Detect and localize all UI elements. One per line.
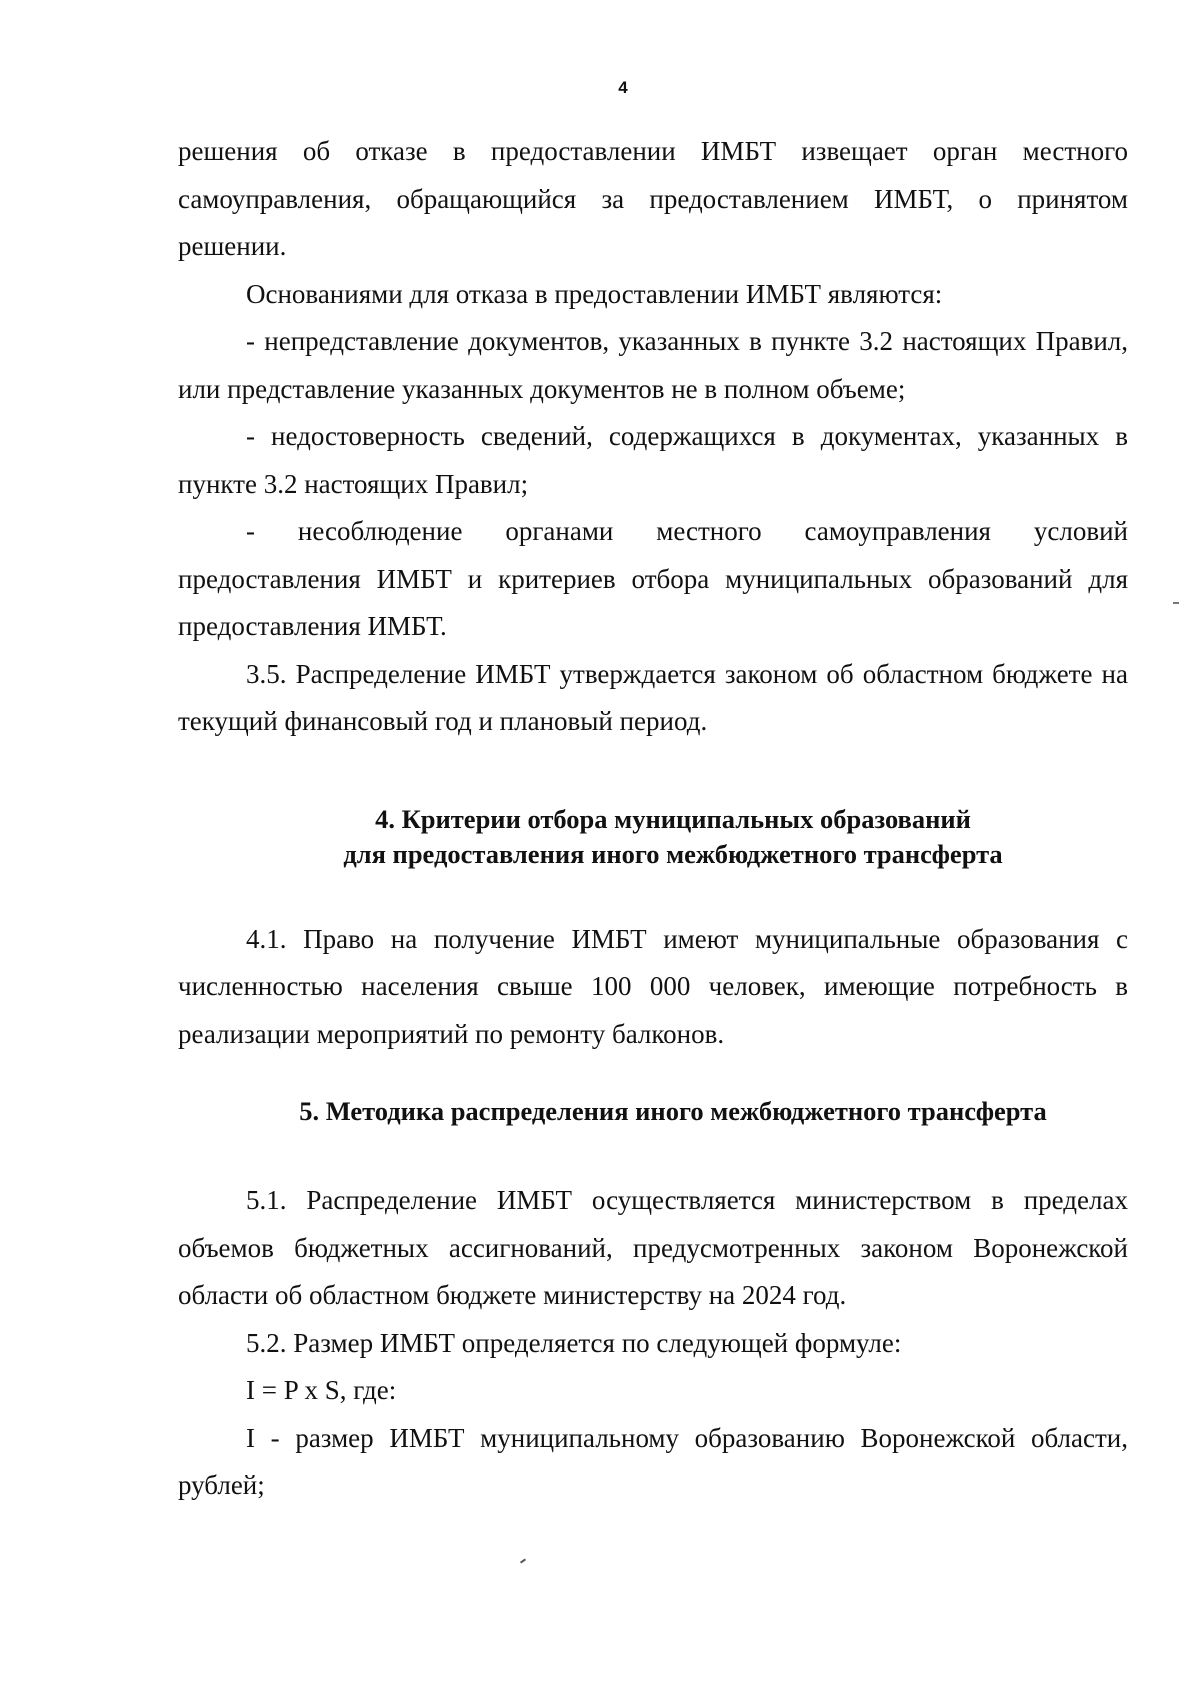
list-item-noncompliance: - несоблюдение органами местного самоуправления условий предоставления ИМБТ и критериев отбора муниципальных образований для предоставления ИМБТ. [178,516,1128,641]
list-item-missing-documents: - непредставление документов, указанных в пункте 3.2 настоящих Правил, или представление указанных документов не в полном объеме; [178,326,1128,404]
scan-artifact-mark [520,1558,526,1563]
list-item-inaccurate-data: - недостоверность сведений, содержащихся в документах, указанных в пункте 3.2 настоящих Правил; [178,421,1128,499]
section-4-heading-line-1: 4. Критерии отбора муниципальных образований [375,803,971,834]
scan-artifact-mark [1173,602,1179,604]
paragraph-5-1: 5.1. Распределение ИМБТ осуществляется министерством в пределах объемов бюджетных ассигнований, предусмотренных законом Воронежской области об областном бюджете министерству на 2024 год. [178,1185,1128,1310]
section-4-heading-line-2: для предоставления иного межбюджетного трансферта [343,838,1003,869]
paragraph-3-5: 3.5. Распределение ИМБТ утверждается законом об областном бюджете на текущий финансовый год и плановый период. [178,658,1128,736]
paragraph-4-1: 4.1. Право на получение ИМБТ имеют муниципальные образования с численностью населения свыше 100 000 человек, имеющие потребность в реализации мероприятий по ремонту балконов. [178,923,1128,1049]
paragraph-formula-definition: I - размер ИМБТ муниципальному образованию Воронежской области, рублей; [178,1422,1128,1500]
section-5-heading: 5. Методика распределения иного межбюджетного трансферта [299,1096,1047,1126]
paragraph-refusal-notice: решения об отказе в предоставлении ИМБТ извещает орган местного самоуправления, обращающийся за предоставлением ИМБТ, о принятом решении. [178,136,1128,261]
document-body [178,128,1128,1510]
paragraph-refusal-grounds: Основаниями для отказа в предоставлении ИМБТ являются: [246,278,943,309]
section-4-heading [178,802,1128,872]
formula: I = P x S, где: [246,1375,397,1405]
page-number: 4 [618,78,628,97]
paragraph-5-2: 5.2. Размер ИМБТ определяется по следующей формуле: [246,1327,902,1358]
